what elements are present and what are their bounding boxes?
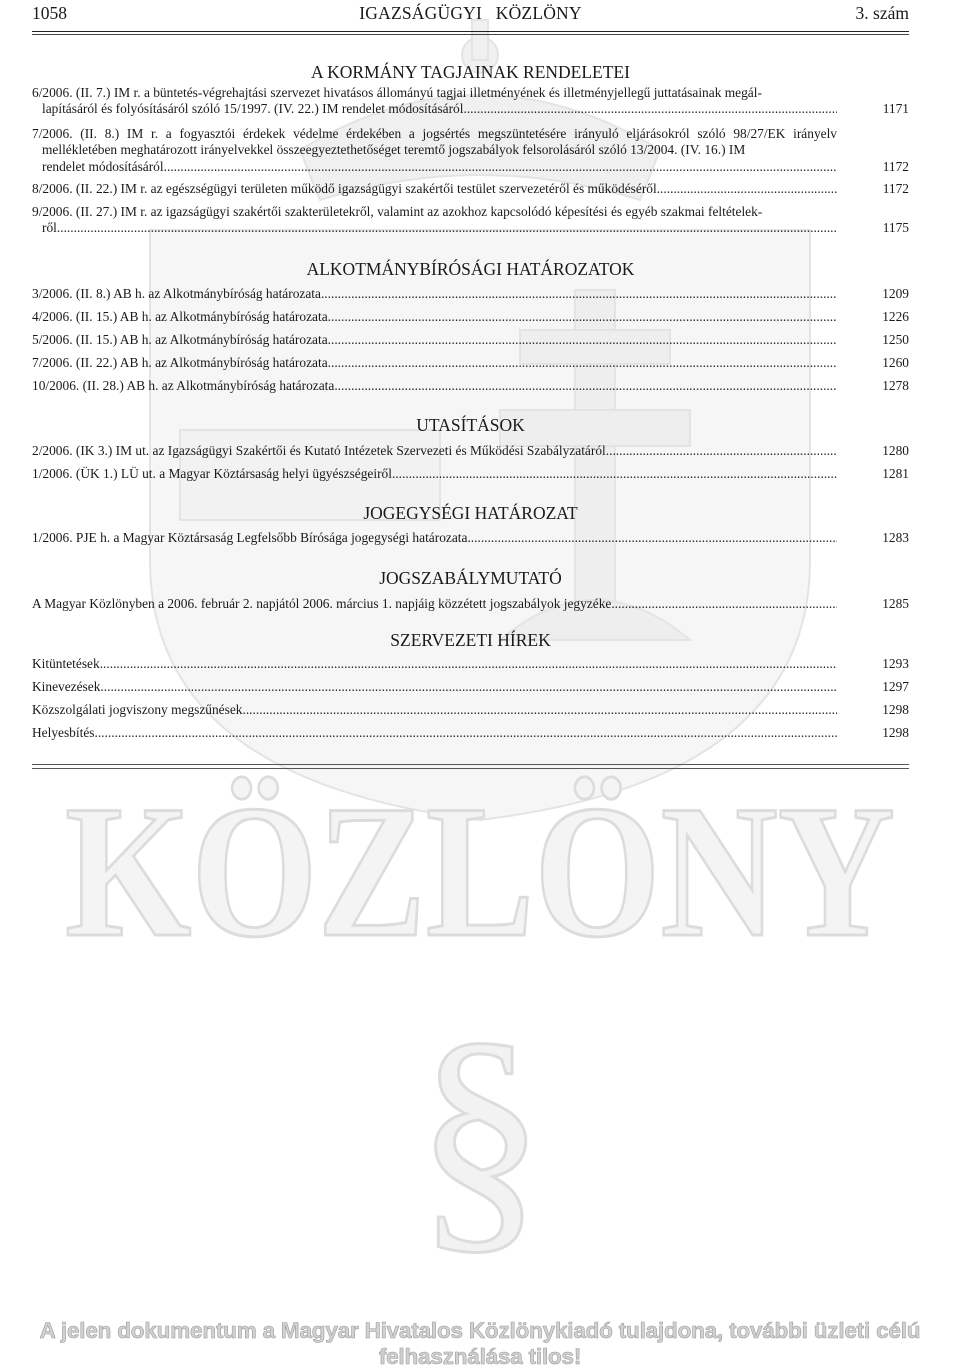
toc-entry[interactable] <box>32 443 909 459</box>
toc-entry[interactable] <box>32 309 909 325</box>
header-divider-thin <box>32 34 909 35</box>
toc-entry[interactable] <box>32 378 909 394</box>
leader-dots <box>321 286 837 302</box>
toc-entry[interactable] <box>32 126 909 175</box>
entry-page: 1209 <box>882 286 909 301</box>
toc-entry[interactable] <box>32 725 909 741</box>
end-divider-second <box>32 768 909 769</box>
toc-entry[interactable] <box>32 656 909 672</box>
section-title-szervezeti-hirek: SZERVEZETI HÍREK <box>390 630 551 650</box>
toc-entry[interactable] <box>32 332 909 348</box>
entry-text: 7/2006. (II. 8.) IM r. a fogyasztói érdekek védelme érdekében a jogsértés megszüntetésére irányuló eljárásokról szóló 98/27/EK irányelv mellékletében meghatározott irányelvekkel összeegyeztethetőséget teremtő jogszabályok felsorolásáról szóló 13/2004. (IV. 16.) IM <box>32 126 837 158</box>
leader-dots <box>100 656 837 672</box>
section-title-jogszabalymutato: JOGSZABÁLYMUTATÓ <box>379 568 562 588</box>
entry-page: 1298 <box>882 702 909 717</box>
entry-last-line: 1/2006. (ÜK 1.) LÜ ut. a Magyar Köztársaság helyi ügyészségeiről <box>32 466 392 481</box>
entry-page: 1226 <box>882 309 909 324</box>
toc-entry[interactable] <box>32 355 909 371</box>
entry-page: 1175 <box>882 220 909 236</box>
toc-entry[interactable] <box>32 286 909 302</box>
leader-dots <box>463 101 837 117</box>
entry-last-line: Kinevezések <box>32 679 101 694</box>
entry-page: 1280 <box>882 443 909 458</box>
header-divider <box>32 31 909 32</box>
entry-page: 1171 <box>882 101 909 117</box>
entry-text: 9/2006. (II. 27.) IM r. az igazságügyi szakértői szakterületekről, valamint az azokhoz kapcsolódó képesítési és egyéb szakmai feltételek- <box>32 204 763 219</box>
paragraph-symbol-watermark: § <box>415 989 545 1277</box>
section-title-jogegysegi: JOGEGYSÉGI HATÁROZAT <box>363 503 578 523</box>
leader-dots <box>94 725 837 741</box>
entry-last-line: A Magyar Közlönyben a 2006. február 2. napjától 2006. március 1. napjáig közzétett jogszabályok jegyzéke <box>32 596 612 611</box>
entry-page: 1298 <box>882 725 909 740</box>
entry-page: 1297 <box>882 679 909 694</box>
leader-dots <box>100 679 837 695</box>
entry-last-line: 5/2006. (II. 15.) AB h. az Alkotmánybíróság határozata <box>32 332 328 347</box>
entry-last-line: 4/2006. (II. 15.) AB h. az Alkotmánybíróság határozata <box>32 309 328 324</box>
leader-dots <box>467 530 837 546</box>
leader-dots <box>392 466 837 482</box>
entry-page: 1285 <box>882 596 909 611</box>
leader-dots <box>611 596 837 612</box>
entry-last-line: 7/2006. (II. 22.) AB h. az Alkotmánybíróság határozata <box>32 355 328 370</box>
toc-entry[interactable] <box>32 204 909 237</box>
issue-number: 3. szám <box>855 3 909 23</box>
entry-last-line: ről <box>42 220 57 236</box>
entry-last-line: lapításáról és folyósításáról szóló 15/1997. (IV. 22.) IM rendelet módosításáról <box>42 101 464 117</box>
section-title-kormany: A KORMÁNY TAGJAINAK RENDELETEI <box>311 62 630 82</box>
entry-last-line: 3/2006. (II. 8.) AB h. az Alkotmánybíróság határozata <box>32 286 321 301</box>
entry-page: 1278 <box>882 378 909 393</box>
toc-entry[interactable] <box>32 596 909 612</box>
leader-dots <box>657 181 837 197</box>
kozlony-watermark-text: KÖZLÖNY <box>65 767 895 977</box>
entry-last-line: 2/2006. (IK 3.) IM ut. az Igazságügyi Szakértői és Kutató Intézetek Szervezeti és Működési Szabályzatáról <box>32 443 606 458</box>
leader-dots <box>328 355 837 371</box>
leader-dots <box>606 443 837 459</box>
entry-page: 1250 <box>882 332 909 347</box>
toc-entry[interactable] <box>32 702 909 718</box>
toc-entry[interactable] <box>32 679 909 695</box>
copyright-notice: A jelen dokumentum a Magyar Hivatalos Közlönykiadó tulajdona, további üzleti célú felhasználása tilos! <box>39 1318 921 1369</box>
toc-entry[interactable] <box>32 181 909 197</box>
entry-text: 6/2006. (II. 7.) IM r. a büntetés-végrehajtási szervezet hivatásos állományú tagjai illetményének és illetményjellegű juttatásainak megál- <box>32 85 762 100</box>
page-header <box>32 3 909 29</box>
entry-last-line: Közszolgálati jogviszony megszűnések <box>32 702 243 717</box>
section-title-alkotmanybirosagi: ALKOTMÁNYBÍRÓSÁGI HATÁROZATOK <box>306 259 635 279</box>
leader-dots <box>242 702 837 718</box>
entry-page: 1293 <box>882 656 909 671</box>
journal-title: IGAZSÁGÜGYI KÖZLÖNY <box>359 3 582 23</box>
entry-page: 1172 <box>882 181 909 196</box>
toc-entry[interactable] <box>32 85 909 118</box>
leader-dots <box>57 220 837 236</box>
entry-page: 1260 <box>882 355 909 370</box>
page-number: 1058 <box>32 3 67 23</box>
entry-page: 1281 <box>882 466 909 481</box>
leader-dots <box>328 309 837 325</box>
entry-page: 1283 <box>882 530 909 545</box>
leader-dots <box>164 159 837 175</box>
leader-dots <box>328 332 837 348</box>
end-divider <box>32 764 909 765</box>
entry-last-line: 1/2006. PJE h. a Magyar Köztársaság Legfelsőbb Bírósága jogegységi határozata <box>32 530 468 545</box>
toc-entry[interactable] <box>32 530 909 546</box>
entry-last-line: 10/2006. (II. 28.) AB h. az Alkotmánybíróság határozata <box>32 378 335 393</box>
entry-last-line: Kitüntetések <box>32 656 100 671</box>
entry-page: 1172 <box>882 158 909 174</box>
section-title-utasitasok: UTASÍTÁSOK <box>416 415 525 435</box>
entry-last-line: rendelet módosításáról <box>42 158 164 174</box>
toc-entry[interactable] <box>32 466 909 482</box>
entry-last-line: Helyesbítés <box>32 725 95 740</box>
leader-dots <box>334 378 837 394</box>
entry-last-line: 8/2006. (II. 22.) IM r. az egészségügyi területen működő igazságügyi szakértői testület szervezetéről és működéséről <box>32 181 657 196</box>
